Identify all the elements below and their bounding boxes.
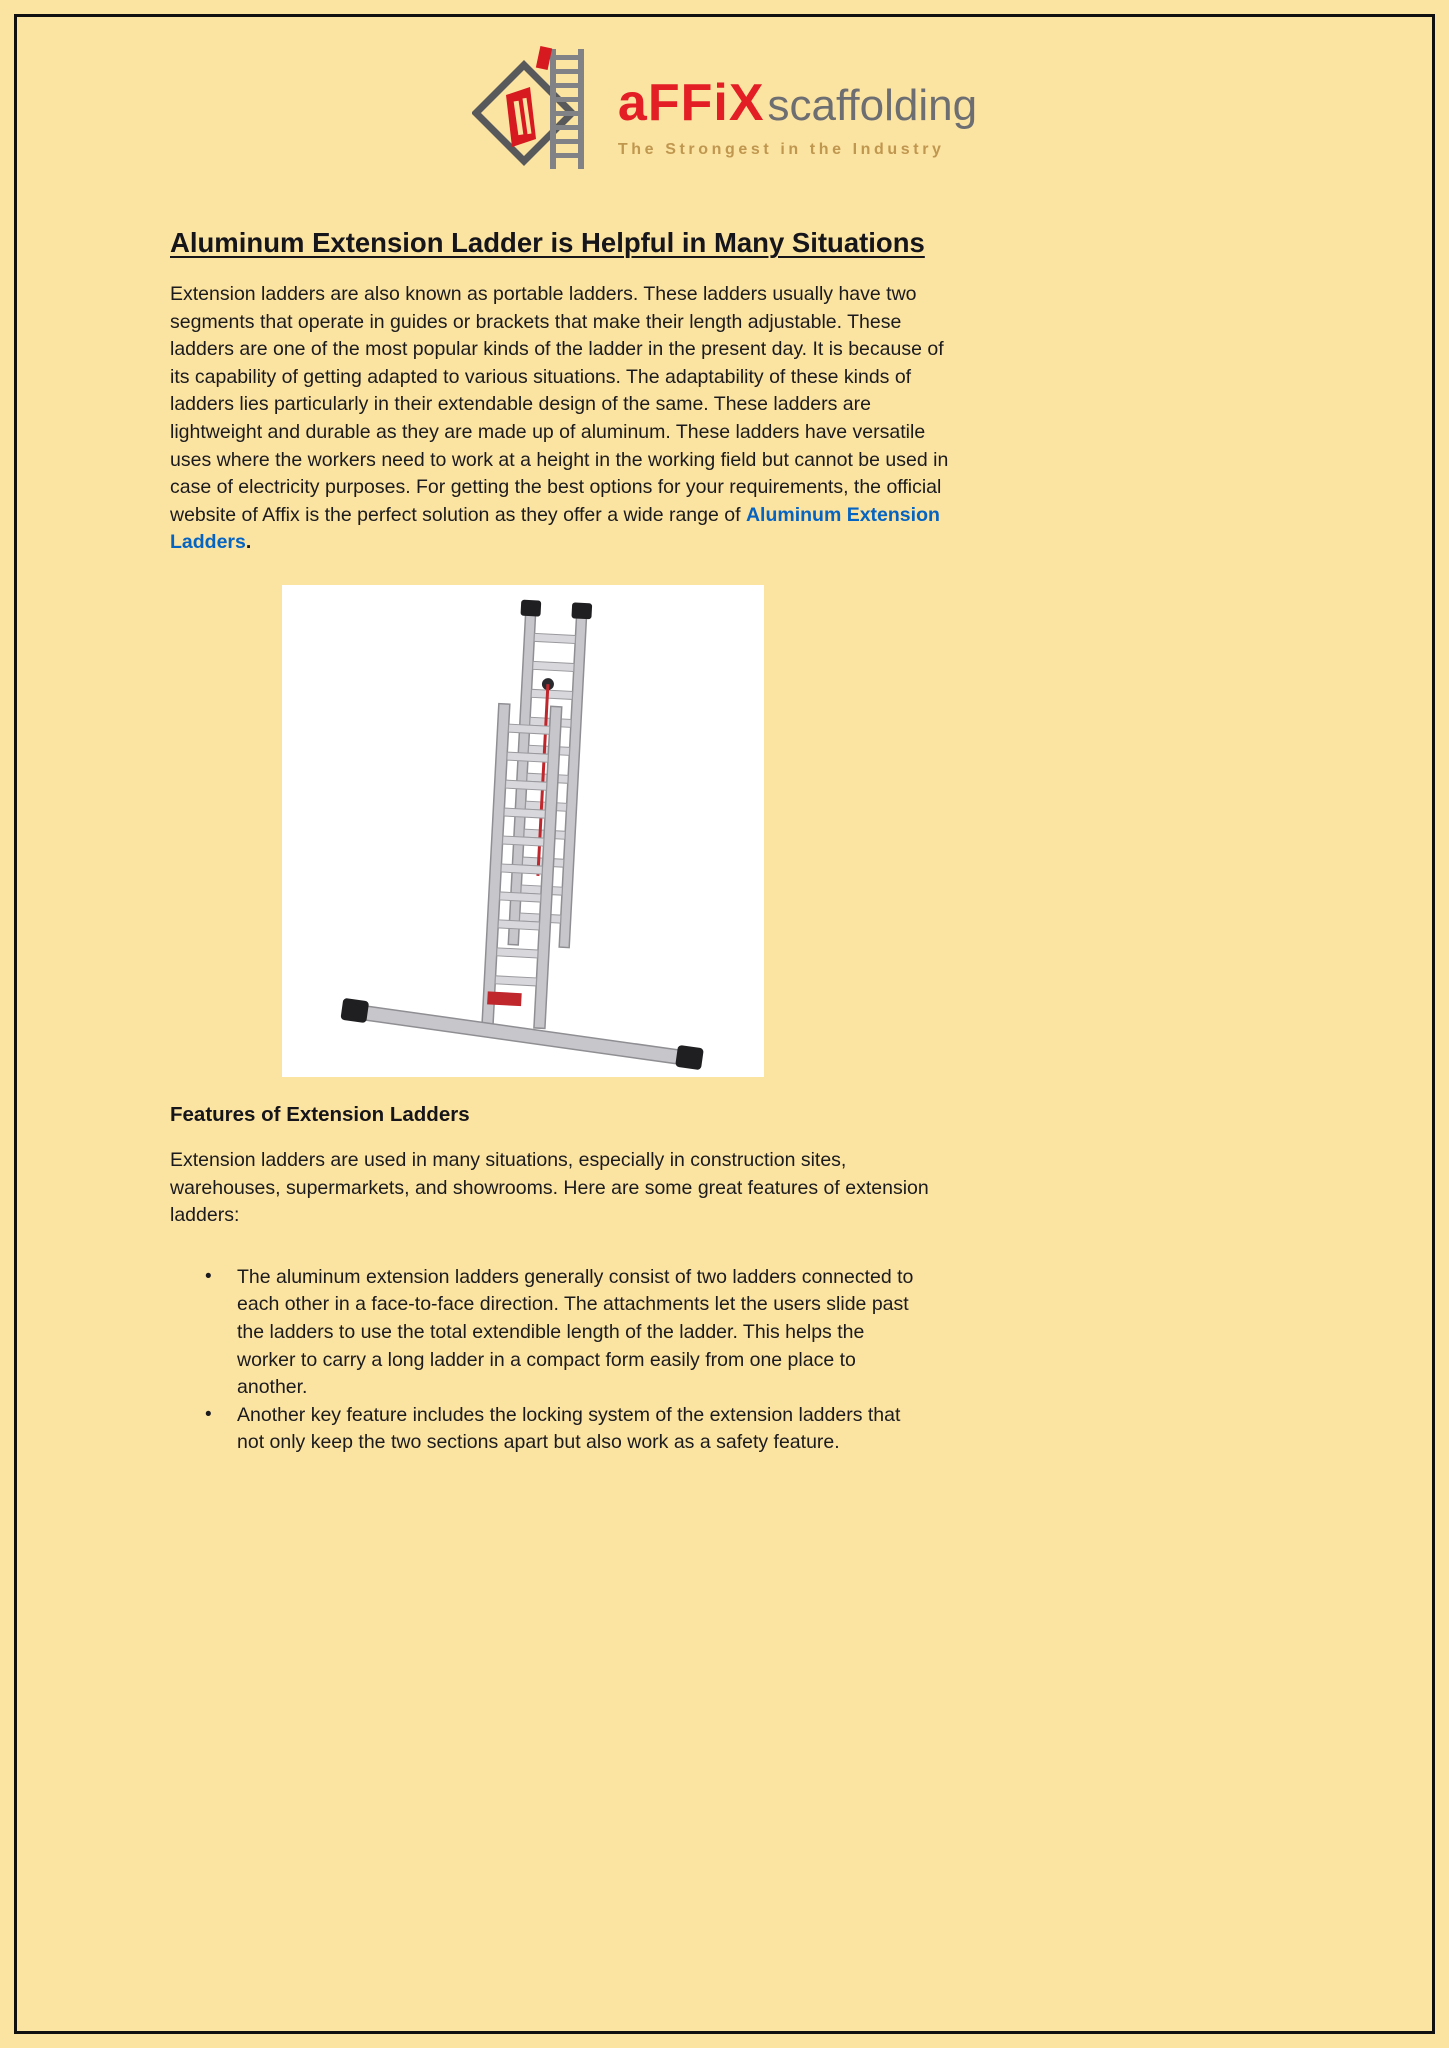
intro-text: Extension ladders are also known as portable ladders. These ladders usually have two segments that operate in guides or brackets that make their length adjustable. These ladders are one of the most popular kinds of the ladder in the present day. It is because of its capability of getting adapted to various situations. The adaptability of these kinds of ladders lies particularly in their extendable design of the same. These ladders are lightweight and durable as they are made up of aluminum. These ladders have versatile uses where the workers need to work at a height in the working field but cannot be used in case of electricity purposes. For getting the best options for your requirements, the official website of Affix is the perfect solution as they offer a wide range of: [170, 283, 949, 526]
bullet-dot: •: [205, 1403, 212, 1425]
article-body: [170, 227, 956, 1457]
features-list: [205, 1264, 921, 1457]
ladder-product-image: [282, 585, 764, 1077]
brand-tagline: The Strongest in the Industry: [617, 141, 945, 158]
list-item: [205, 1264, 921, 1402]
page-border-frame: [14, 14, 1435, 2034]
features-heading: Features of Extension Ladders: [170, 1102, 470, 1126]
list-item: [205, 1402, 921, 1457]
bullet-dot: •: [205, 1265, 212, 1287]
brand-logo: [17, 43, 1432, 175]
brand-wordmark: [618, 43, 977, 159]
brand-name: aFFiX: [617, 74, 765, 132]
aluminum-extension-ladders-link[interactable]: Aluminum Extension Ladders: [170, 503, 940, 554]
scaffold-ladder-icon: [472, 43, 604, 175]
bullet-text: The aluminum extension ladders generally consist of two ladders connected to each other in a face-to-face direction. The attachments let the users slide past the ladders to use the total extendible length of the ladder. This helps the worker to carry a long ladder in a compact form easily from one place to another.: [237, 1265, 914, 1399]
brand-suffix: scaffolding: [767, 81, 978, 130]
article-title: Aluminum Extension Ladder is Helpful in Many Situations: [170, 227, 925, 258]
link-suffix: .: [245, 531, 252, 554]
intro-paragraph: [170, 281, 956, 557]
bullet-text: Another key feature includes the locking system of the extension ladders that not only keep the two sections apart but also work as a safety feature.: [237, 1403, 901, 1454]
features-intro-paragraph: Extension ladders are used in many situations, especially in construction sites, warehouses, supermarkets, and showrooms. Here are some great features of extension ladders:: [170, 1148, 929, 1227]
